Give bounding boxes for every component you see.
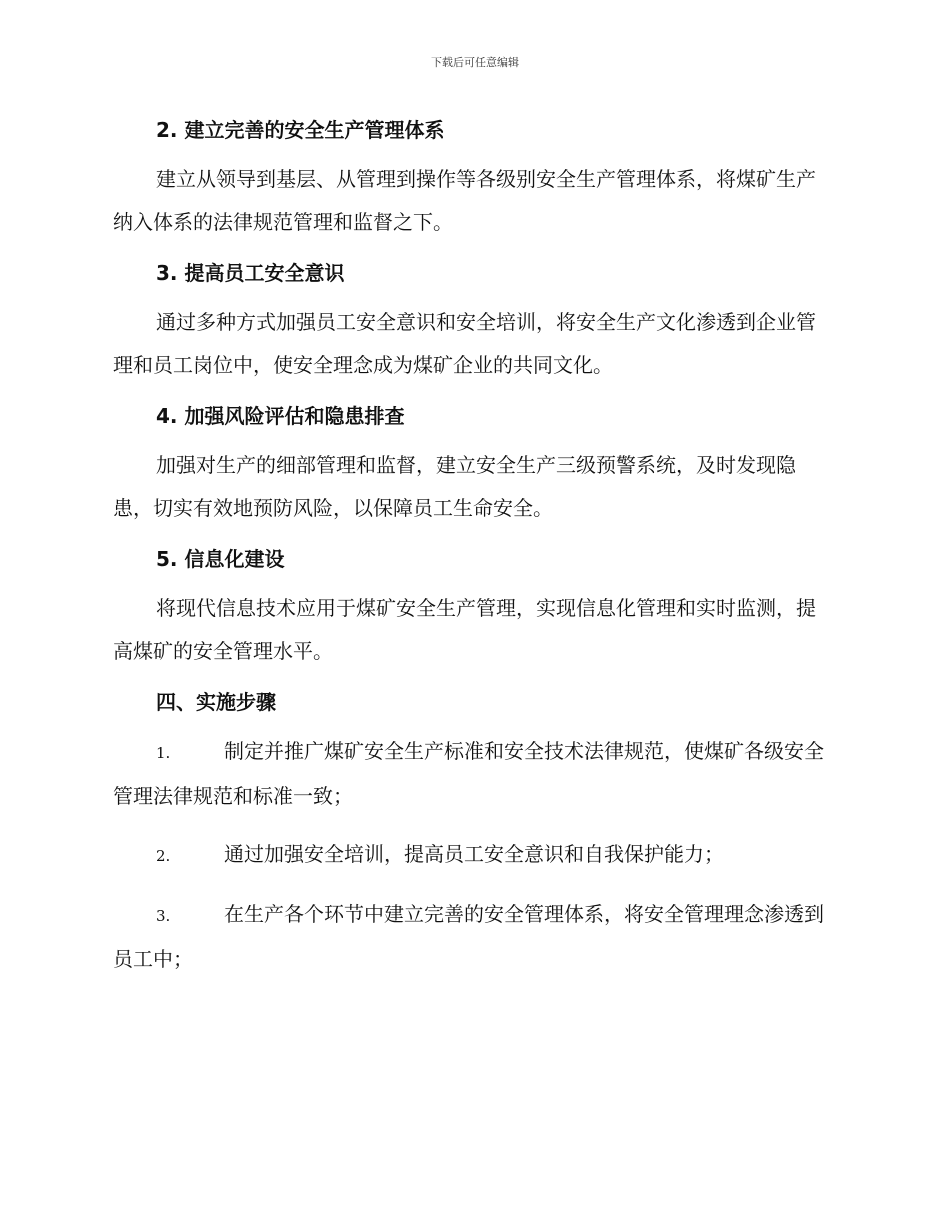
step-item [113,730,835,818]
step-number: 2. [156,847,171,865]
section-paragraph: 建立从领导到基层、从管理到操作等各级别安全生产管理体系，将煤矿生产纳入体系的法律规范管理和监督之下。 [113,167,816,234]
document-body [113,110,835,996]
step-text: 在生产各个环节中建立完善的安全管理体系，将安全管理理念渗透到员工中； [113,902,824,971]
step-item [113,833,835,878]
section-heading: 4. 加强风险评估和隐患排查 [156,404,405,428]
step-text: 通过加强安全培训，提高员工安全意识和自我保护能力； [224,842,724,866]
section-paragraph: 将现代信息技术应用于煤矿安全生产管理，实现信息化管理和实时监测，提高煤矿的安全管理水平。 [113,596,816,663]
page-header-note: 下载后可任意编辑 [431,56,519,69]
step-item [113,893,835,981]
section-heading: 3. 提高员工安全意识 [156,261,345,285]
step-text: 制定并推广煤矿安全生产标准和安全技术法律规范，使煤矿各级安全管理法律规范和标准一致； [113,739,824,808]
step-number: 1. [156,744,171,762]
step-number: 3. [156,907,171,925]
section-paragraph: 加强对生产的细部管理和监督，建立安全生产三级预警系统，及时发现隐患，切实有效地预防风险，以保障员工生命安全。 [113,453,796,520]
steps-heading: 四、实施步骤 [156,690,276,714]
section-heading: 5. 信息化建设 [156,547,285,571]
section-heading: 2. 建立完善的安全生产管理体系 [156,118,445,142]
section-paragraph: 通过多种方式加强员工安全意识和安全培训，将安全生产文化渗透到企业管理和员工岗位中，使安全理念成为煤矿企业的共同文化。 [113,310,816,377]
